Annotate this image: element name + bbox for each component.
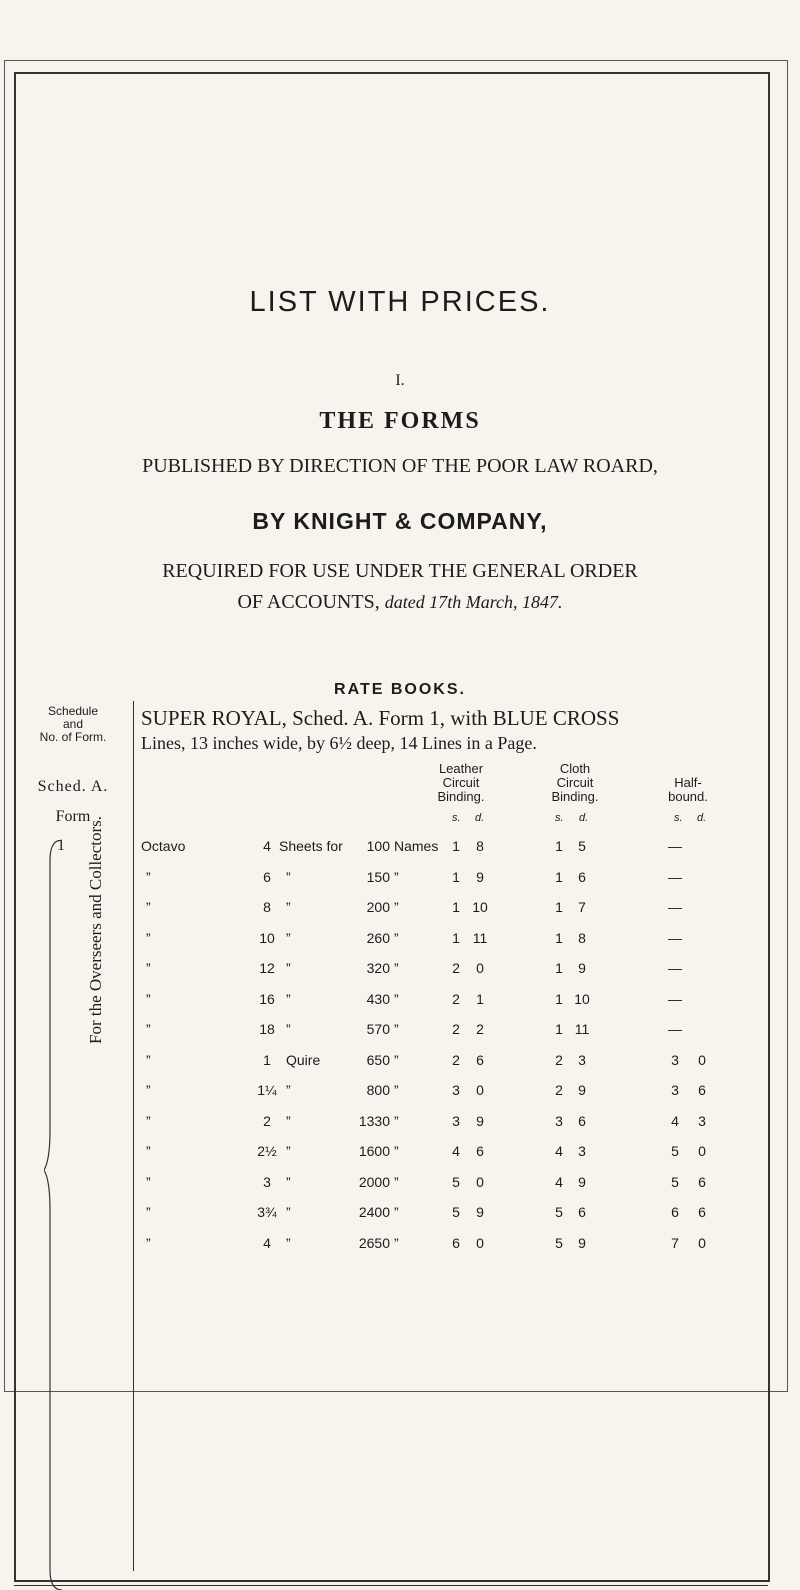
cell-names: 570: [366, 1021, 390, 1037]
cell-c-s: 2: [555, 1051, 563, 1068]
cell-unit: ”: [286, 1082, 291, 1098]
leather-header: [418, 762, 504, 804]
cell-names: 2000: [358, 1173, 390, 1190]
cloth-d-unit: d.: [579, 812, 589, 824]
cell-c-s: 1: [555, 990, 563, 1007]
cell-c-d: 6: [578, 1204, 586, 1220]
cell-names-label: ”: [394, 1143, 399, 1159]
cell-c-s: 1: [555, 1021, 563, 1037]
cell-l-s: 2: [452, 1021, 460, 1037]
cell-c-s: 4: [555, 1173, 563, 1190]
cell-h-s: 6: [671, 1204, 679, 1220]
cell-c-d: 5: [578, 838, 586, 854]
page-title: LIST WITH PRICES.: [249, 286, 551, 318]
cell-unit: Quire: [286, 1051, 321, 1068]
cell-h-s: 3: [671, 1051, 679, 1068]
cell-h-s: —: [668, 990, 682, 1007]
cell-c-s: 1: [555, 899, 563, 915]
cell-qty: 12: [259, 960, 275, 976]
cell-names: 260: [366, 929, 390, 946]
cell-size: ”: [146, 1204, 151, 1220]
cell-names-label: ”: [394, 929, 399, 946]
cell-c-s: 3: [555, 1112, 563, 1129]
vertical-label: For the Overseers and Collectors.: [86, 815, 105, 1045]
cell-h-d: 0: [698, 1143, 706, 1159]
publisher-line: BY KNIGHT & COMPANY,: [252, 508, 548, 534]
cell-c-s: 1: [555, 838, 563, 854]
cell-names: 200: [366, 899, 390, 915]
required-line-2-date: dated 17th March, 1847.: [384, 592, 563, 612]
leather-header-line-3: Binding.: [437, 789, 485, 804]
cell-h-s: —: [668, 960, 682, 976]
cell-names: 2400: [358, 1204, 390, 1220]
cell-names-label: ”: [394, 1021, 399, 1037]
cell-h-d: 0: [698, 1051, 706, 1068]
cell-c-d: 9: [578, 960, 586, 976]
required-line-2: [0, 591, 800, 614]
cell-c-d: 9: [578, 1082, 586, 1098]
cell-c-d: 7: [578, 899, 586, 915]
product-description: Lines, 13 inches wide, by 6½ deep, 14 Lines in a Page.: [141, 733, 537, 753]
leather-d-unit: d.: [475, 812, 485, 824]
leather-header-line-1: Leather: [438, 761, 484, 776]
cell-l-s: 4: [452, 1143, 460, 1159]
cell-h-d: 3: [698, 1112, 706, 1129]
cell-names-label: ”: [394, 1173, 399, 1190]
cell-c-d: 9: [578, 1173, 586, 1190]
required-line-1: REQUIRED FOR USE UNDER THE GENERAL ORDER: [162, 560, 638, 582]
table-row: [0, 1021, 800, 1051]
cell-qty: 2½: [257, 1143, 277, 1159]
schedule-label: Sched. A.: [37, 778, 109, 795]
cell-qty: 6: [263, 868, 271, 885]
cell-c-d: 11: [574, 1021, 590, 1037]
cell-unit: ”: [286, 1143, 291, 1159]
cell-c-d: 3: [578, 1051, 586, 1068]
table-row: [0, 1052, 800, 1082]
cell-qty: 1¼: [257, 1082, 277, 1098]
cell-size: ”: [146, 1082, 151, 1098]
cell-size: ”: [146, 899, 151, 915]
cell-size: ”: [146, 929, 151, 946]
cell-names: 430: [366, 990, 390, 1007]
cell-h-s: —: [668, 868, 682, 885]
cell-l-d: 9: [476, 868, 484, 885]
cell-unit: ”: [286, 990, 291, 1007]
cell-l-s: 2: [452, 960, 460, 976]
half-s-unit: s.: [674, 812, 683, 824]
cell-names: 1600: [358, 1143, 390, 1159]
cell-size: Octavo: [141, 838, 186, 854]
cell-l-s: 5: [452, 1204, 460, 1220]
table-row: [0, 960, 800, 990]
cell-c-d: 6: [578, 868, 586, 885]
cell-l-d: 1: [476, 990, 484, 1007]
table-row: [0, 1235, 800, 1265]
cell-names-label: ”: [394, 1051, 399, 1068]
table-row: [0, 1113, 800, 1143]
sidebar-header-line-2: and: [62, 717, 84, 731]
required-line-2-prefix: OF ACCOUNTS,: [237, 591, 380, 613]
cell-qty: 1: [263, 1051, 271, 1068]
cell-h-s: —: [668, 1021, 682, 1037]
cell-names: 150: [366, 868, 390, 885]
cell-l-s: 6: [452, 1234, 460, 1251]
table-row: [0, 1143, 800, 1173]
form-label: Form: [55, 808, 91, 825]
cell-size: ”: [146, 990, 151, 1007]
cell-l-d: 11: [472, 929, 488, 946]
leather-header-line-2: Circuit: [442, 775, 480, 790]
cell-size: ”: [146, 1143, 151, 1159]
half-d-unit: d.: [697, 812, 707, 824]
cell-size: ”: [146, 1234, 151, 1251]
cell-l-d: 0: [476, 1173, 484, 1190]
cell-h-s: —: [668, 929, 682, 946]
cell-l-s: 1: [452, 838, 460, 854]
cell-names-label: ”: [394, 1112, 399, 1129]
sidebar-header: [14, 705, 132, 744]
cell-l-d: 8: [476, 838, 484, 854]
cell-h-s: 5: [671, 1143, 679, 1159]
cell-l-d: 6: [476, 1143, 484, 1159]
cell-h-d: 6: [698, 1082, 706, 1098]
table-row: [0, 1082, 800, 1112]
cell-size: ”: [146, 1021, 151, 1037]
cell-unit: ”: [286, 1204, 291, 1220]
table-row: [0, 930, 800, 960]
cell-unit: ”: [286, 1112, 291, 1129]
cell-l-s: 2: [452, 1051, 460, 1068]
cell-qty: 4: [263, 838, 271, 854]
cell-qty: 18: [259, 1021, 275, 1037]
cell-h-s: 5: [671, 1173, 679, 1190]
sidebar-header-line-1: Schedule: [47, 704, 99, 718]
bottom-rule-thin: [14, 1585, 768, 1586]
cell-size: ”: [146, 1051, 151, 1068]
cell-names-label: Names: [394, 838, 439, 854]
cell-l-s: 1: [452, 899, 460, 915]
cell-h-s: 7: [671, 1234, 679, 1251]
half-bound-header: [648, 776, 728, 804]
cloth-header: [532, 762, 618, 804]
cell-c-d: 6: [578, 1112, 586, 1129]
section-heading: RATE BOOKS.: [334, 681, 466, 698]
cell-c-d: 9: [578, 1234, 586, 1251]
cell-h-d: 6: [698, 1173, 706, 1190]
cell-names-label: ”: [394, 960, 399, 976]
cell-qty: 2: [263, 1112, 271, 1129]
cell-names: 2650: [358, 1234, 390, 1251]
forms-heading: THE FORMS: [319, 408, 481, 434]
cell-size: ”: [146, 960, 151, 976]
cloth-header-line-3: Binding.: [551, 789, 599, 804]
published-line: PUBLISHED BY DIRECTION OF THE POOR LAW ROARD,: [142, 455, 658, 477]
cell-qty: 10: [259, 929, 275, 946]
cell-c-s: 2: [555, 1082, 563, 1098]
table-row: [0, 838, 800, 868]
cell-unit: ”: [286, 899, 291, 915]
cell-h-s: 3: [671, 1082, 679, 1098]
cell-unit: ”: [286, 960, 291, 976]
cell-size: ”: [146, 1173, 151, 1190]
cloth-s-unit: s.: [555, 812, 564, 824]
cell-names-label: ”: [394, 1234, 399, 1251]
cell-unit: ”: [286, 1021, 291, 1037]
cell-unit: Sheets for: [279, 838, 343, 854]
section-number: I.: [395, 372, 405, 389]
table-row: [0, 1174, 800, 1204]
cell-names-label: ”: [394, 899, 399, 915]
cell-c-d: 8: [578, 929, 586, 946]
cell-l-d: 9: [476, 1204, 484, 1220]
cell-names: 100: [366, 838, 390, 854]
table-row: [0, 1204, 800, 1234]
cell-c-d: 10: [574, 990, 590, 1007]
cell-unit: ”: [286, 868, 291, 885]
cell-names: 650: [366, 1051, 390, 1068]
cell-l-d: 2: [476, 1021, 484, 1037]
cloth-header-line-1: Cloth: [559, 761, 591, 776]
cell-names-label: ”: [394, 1204, 399, 1220]
table-row: [0, 899, 800, 929]
cell-qty: 3: [263, 1173, 271, 1190]
cell-h-s: —: [668, 838, 682, 854]
leather-s-unit: s.: [452, 812, 461, 824]
cell-h-d: 6: [698, 1204, 706, 1220]
cell-qty: 4: [263, 1234, 271, 1251]
cell-l-s: 2: [452, 990, 460, 1007]
product-title: SUPER ROYAL, Sched. A. Form 1, with BLUE CROSS: [141, 706, 620, 730]
cell-names: 1330: [358, 1112, 390, 1129]
cell-l-s: 1: [452, 929, 460, 946]
half-header-line-2: bound.: [668, 789, 708, 804]
cell-l-s: 5: [452, 1173, 460, 1190]
cell-unit: ”: [286, 929, 291, 946]
table-row: [0, 991, 800, 1021]
table-row: [0, 869, 800, 899]
cell-qty: 16: [259, 990, 275, 1007]
sidebar-header-line-3: No. of Form.: [39, 730, 107, 744]
cell-c-s: 1: [555, 960, 563, 976]
cell-h-s: —: [668, 899, 682, 915]
cell-l-d: 6: [476, 1051, 484, 1068]
cell-c-s: 5: [555, 1234, 563, 1251]
cell-h-s: 4: [671, 1112, 679, 1129]
cell-names-label: ”: [394, 990, 399, 1007]
cell-l-d: 0: [476, 960, 484, 976]
cloth-header-line-2: Circuit: [556, 775, 594, 790]
cell-size: ”: [146, 868, 151, 885]
cell-l-d: 0: [476, 1082, 484, 1098]
cell-l-s: 1: [452, 868, 460, 885]
cell-names-label: ”: [394, 868, 399, 885]
cell-c-d: 3: [578, 1143, 586, 1159]
cell-names: 320: [366, 960, 390, 976]
cell-unit: ”: [286, 1173, 291, 1190]
cell-names-label: ”: [394, 1082, 399, 1098]
cell-c-s: 4: [555, 1143, 563, 1159]
cell-unit: ”: [286, 1234, 291, 1251]
form-number: 1: [57, 837, 65, 854]
cell-l-d: 10: [472, 899, 488, 915]
cell-c-s: 1: [555, 868, 563, 885]
cell-c-s: 1: [555, 929, 563, 946]
cell-l-s: 3: [452, 1112, 460, 1129]
cell-h-d: 0: [698, 1234, 706, 1251]
cell-l-d: 0: [476, 1234, 484, 1251]
cell-qty: 8: [263, 899, 271, 915]
half-header-line-1: Half-: [674, 775, 702, 790]
cell-qty: 3¾: [257, 1204, 277, 1220]
cell-c-s: 5: [555, 1204, 563, 1220]
bottom-rule: [14, 1580, 768, 1582]
cell-size: ”: [146, 1112, 151, 1129]
cell-l-s: 3: [452, 1082, 460, 1098]
cell-l-d: 9: [476, 1112, 484, 1129]
cell-names: 800: [366, 1082, 390, 1098]
